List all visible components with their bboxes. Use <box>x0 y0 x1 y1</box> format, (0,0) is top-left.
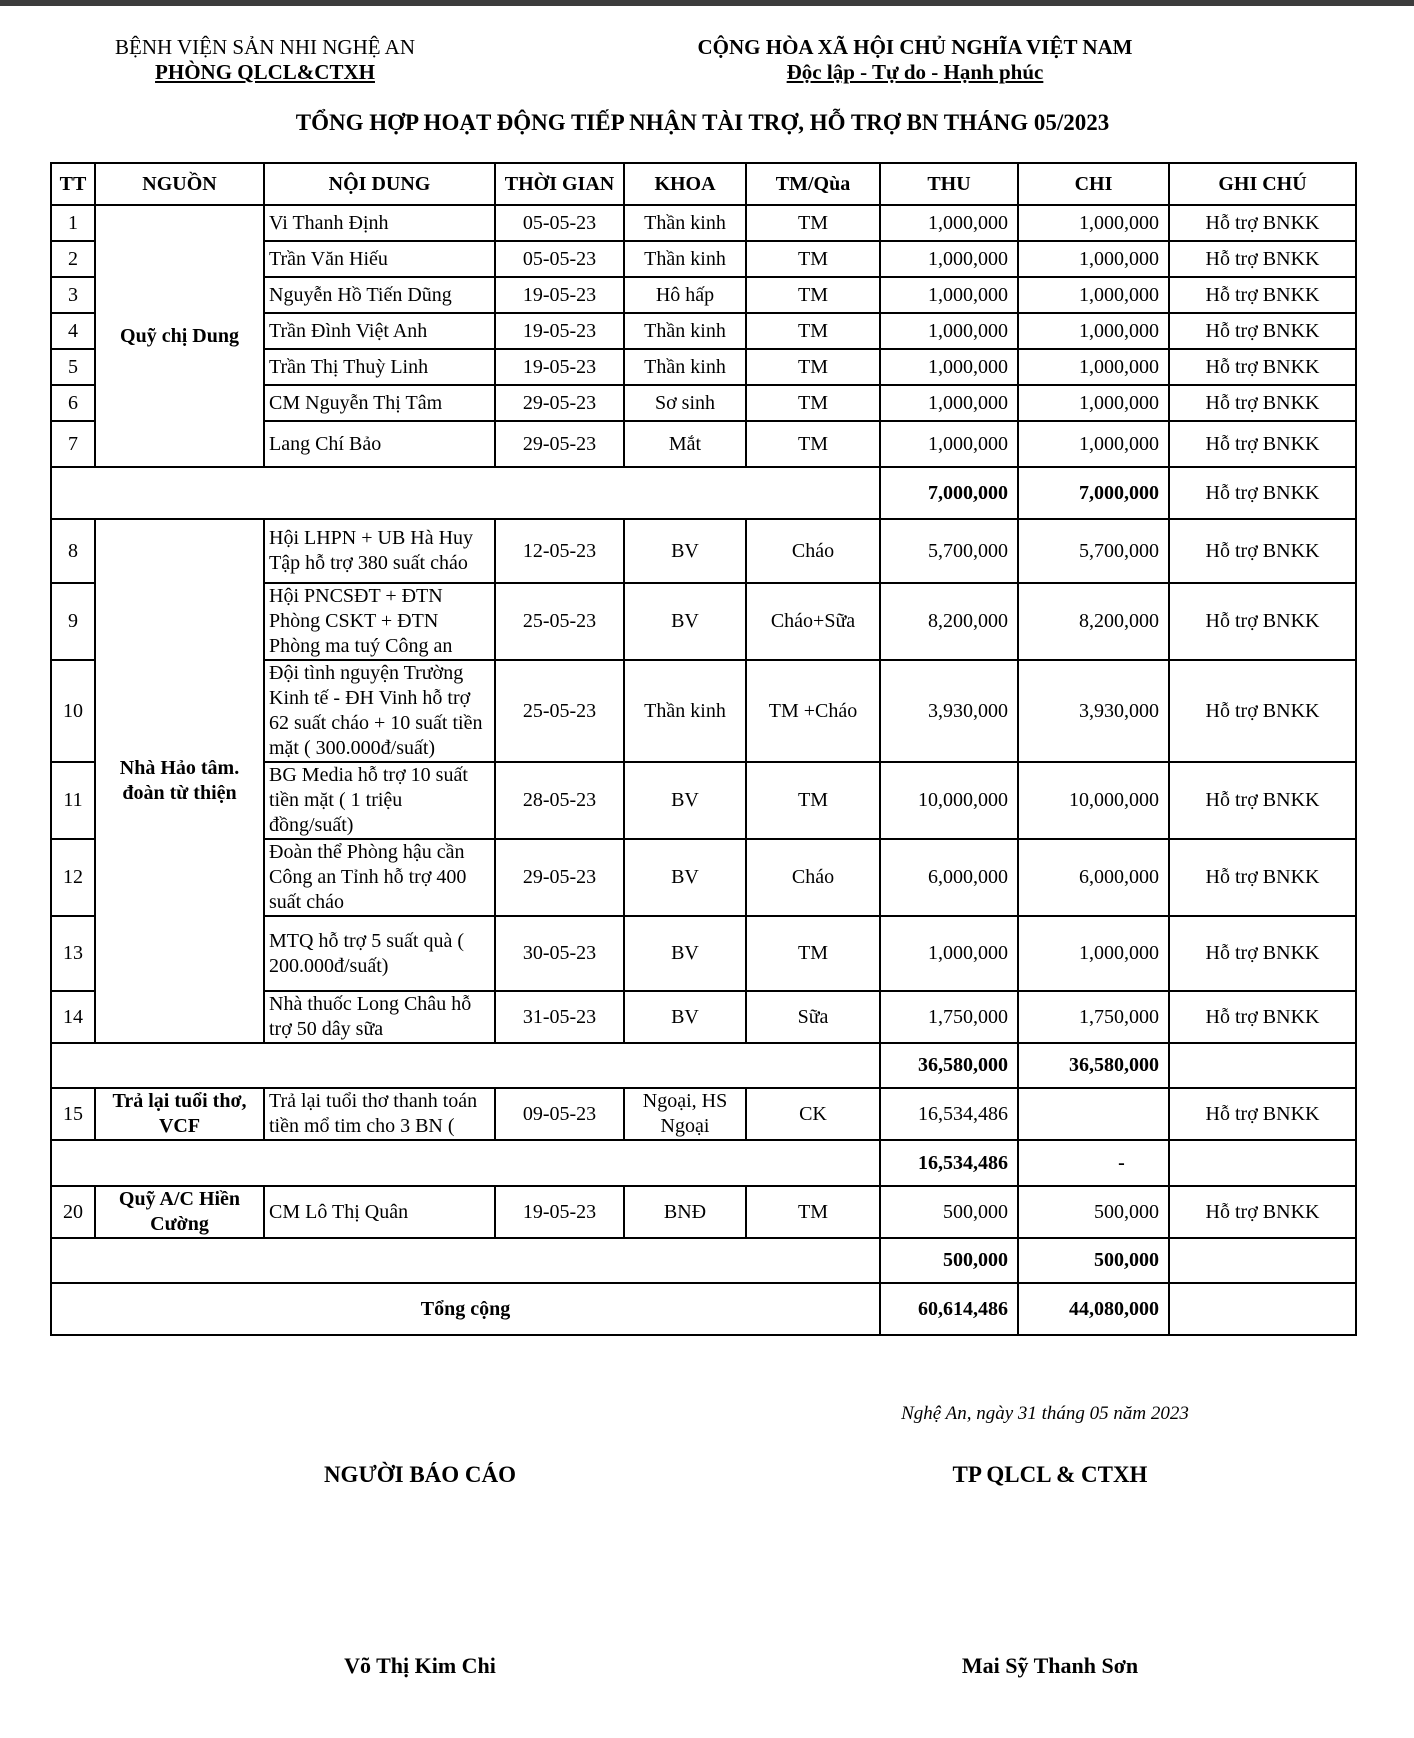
row-dept: BV <box>624 991 746 1043</box>
row-note: Hỗ trợ BNKK <box>1169 277 1356 313</box>
row-time: 19-05-23 <box>495 349 624 385</box>
row-type: TM <box>746 205 880 241</box>
row-type: Sữa <box>746 991 880 1043</box>
row-content: Nhà thuốc Long Châu hỗ trợ 50 dây sữa <box>264 991 495 1043</box>
row-chi: 3,930,000 <box>1018 660 1169 762</box>
report-date: Nghệ An, ngày 31 tháng 05 năm 2023 <box>901 1403 1189 1424</box>
row-time: 28-05-23 <box>495 762 624 839</box>
row-note: Hỗ trợ BNKK <box>1169 349 1356 385</box>
row-thu: 1,000,000 <box>880 277 1018 313</box>
row-dept: BNĐ <box>624 1186 746 1238</box>
row-thu: 1,750,000 <box>880 991 1018 1043</box>
row-time: 05-05-23 <box>495 205 624 241</box>
subtotal-chi: 7,000,000 <box>1018 467 1169 519</box>
subtotal-chi: - <box>1018 1140 1169 1186</box>
row-chi: 1,000,000 <box>1018 916 1169 991</box>
row-dept: Mắt <box>624 421 746 467</box>
subtotal-label <box>51 467 880 519</box>
window-top-bar <box>0 0 1414 6</box>
col-header-source: NGUỒN <box>95 163 264 205</box>
col-header-type: TM/Qùa <box>746 163 880 205</box>
row-content: Đội tình nguyện Trường Kinh tế - ĐH Vinh hỗ trợ 62 suất cháo + 10 suất tiền mặt ( 300.000đ/suất) <box>264 660 495 762</box>
total-thu: 60,614,486 <box>880 1283 1018 1335</box>
head-name: Mai Sỹ Thanh Sơn <box>961 1653 1139 1678</box>
row-content: MTQ hỗ trợ 5 suất quà ( 200.000đ/suất) <box>264 916 495 991</box>
subtotal-note <box>1169 1238 1356 1283</box>
row-content: CM Nguyễn Thị Tâm <box>264 385 495 421</box>
row-chi: 500,000 <box>1018 1186 1169 1238</box>
row-note: Hỗ trợ BNKK <box>1169 421 1356 467</box>
table-row <box>51 1186 1356 1238</box>
source-name: Trả lại tuổi thơ, VCF <box>95 1088 264 1140</box>
row-chi: 1,000,000 <box>1018 241 1169 277</box>
source-name: Quỹ A/C Hiền Cường <box>95 1186 264 1238</box>
row-number: 9 <box>51 583 95 660</box>
row-chi: 1,000,000 <box>1018 349 1169 385</box>
col-header-time: THỜI GIAN <box>495 163 624 205</box>
row-type: Cháo <box>746 519 880 583</box>
row-thu: 8,200,000 <box>880 583 1018 660</box>
row-thu: 1,000,000 <box>880 916 1018 991</box>
subtotal-label <box>51 1043 880 1088</box>
subtotal-row <box>51 1238 1356 1283</box>
row-note: Hỗ trợ BNKK <box>1169 762 1356 839</box>
total-label: Tổng cộng <box>51 1283 880 1335</box>
col-header-content: NỘI DUNG <box>264 163 495 205</box>
row-type: TM <box>746 916 880 991</box>
row-chi: 1,000,000 <box>1018 385 1169 421</box>
row-time: 25-05-23 <box>495 660 624 762</box>
row-content: Hội LHPN + UB Hà Huy Tập hỗ trợ 380 suất cháo <box>264 519 495 583</box>
row-dept: BV <box>624 519 746 583</box>
total-chi: 44,080,000 <box>1018 1283 1169 1335</box>
row-number: 4 <box>51 313 95 349</box>
row-time: 19-05-23 <box>495 313 624 349</box>
row-time: 29-05-23 <box>495 839 624 916</box>
row-chi: 1,000,000 <box>1018 205 1169 241</box>
subtotal-label <box>51 1140 880 1186</box>
row-type: TM <box>746 241 880 277</box>
report-body <box>51 205 1356 1335</box>
row-dept: BV <box>624 839 746 916</box>
row-number: 11 <box>51 762 95 839</box>
row-note: Hỗ trợ BNKK <box>1169 313 1356 349</box>
row-dept: BV <box>624 762 746 839</box>
row-type: TM <box>746 277 880 313</box>
subtotal-row <box>51 1043 1356 1088</box>
row-note: Hỗ trợ BNKK <box>1169 916 1356 991</box>
row-type: Cháo+Sữa <box>746 583 880 660</box>
row-time: 12-05-23 <box>495 519 624 583</box>
subtotal-row <box>51 1140 1356 1186</box>
row-chi: 1,000,000 <box>1018 277 1169 313</box>
row-chi <box>1018 1088 1169 1140</box>
table-row <box>51 519 1356 583</box>
row-content: Trần Thị Thuỳ Linh <box>264 349 495 385</box>
row-note: Hỗ trợ BNKK <box>1169 1088 1356 1140</box>
row-dept: BV <box>624 583 746 660</box>
row-thu: 1,000,000 <box>880 349 1018 385</box>
row-time: 29-05-23 <box>495 421 624 467</box>
row-note: Hỗ trợ BNKK <box>1169 660 1356 762</box>
row-note: Hỗ trợ BNKK <box>1169 205 1356 241</box>
row-dept: Thần kinh <box>624 313 746 349</box>
row-thu: 3,930,000 <box>880 660 1018 762</box>
row-note: Hỗ trợ BNKK <box>1169 839 1356 916</box>
row-number: 1 <box>51 205 95 241</box>
row-note: Hỗ trợ BNKK <box>1169 583 1356 660</box>
row-content: Lang Chí Bảo <box>264 421 495 467</box>
col-header-tt: TT <box>51 163 95 205</box>
row-time: 19-05-23 <box>495 1186 624 1238</box>
row-thu: 5,700,000 <box>880 519 1018 583</box>
row-content: Đoàn thể Phòng hậu cần Công an Tỉnh hỗ trợ 400 suất cháo <box>264 839 495 916</box>
total-note <box>1169 1283 1356 1335</box>
row-time: 19-05-23 <box>495 277 624 313</box>
country-name: CỘNG HÒA XÃ HỘI CHỦ NGHĨA VIỆT NAM <box>697 35 1133 59</box>
row-type: TM <box>746 421 880 467</box>
row-dept: Ngoại, HS Ngoại <box>624 1088 746 1140</box>
row-type: Cháo <box>746 839 880 916</box>
row-thu: 10,000,000 <box>880 762 1018 839</box>
source-name: Nhà Hảo tâm. đoàn từ thiện <box>95 519 264 1043</box>
row-chi: 1,750,000 <box>1018 991 1169 1043</box>
header-left <box>100 35 430 85</box>
row-dept: Hô hấp <box>624 277 746 313</box>
subtotal-note <box>1169 1043 1356 1088</box>
row-number: 6 <box>51 385 95 421</box>
subtotal-thu: 7,000,000 <box>880 467 1018 519</box>
row-chi: 5,700,000 <box>1018 519 1169 583</box>
row-number: 13 <box>51 916 95 991</box>
row-dept: Thần kinh <box>624 349 746 385</box>
row-number: 12 <box>51 839 95 916</box>
col-header-chi: CHI <box>1018 163 1169 205</box>
row-number: 15 <box>51 1088 95 1140</box>
row-content: Trần Đình Việt Anh <box>264 313 495 349</box>
subtotal-thu: 500,000 <box>880 1238 1018 1283</box>
row-time: 31-05-23 <box>495 991 624 1043</box>
row-thu: 6,000,000 <box>880 839 1018 916</box>
row-thu: 16,534,486 <box>880 1088 1018 1140</box>
row-thu: 1,000,000 <box>880 241 1018 277</box>
row-chi: 8,200,000 <box>1018 583 1169 660</box>
row-number: 20 <box>51 1186 95 1238</box>
col-header-thu: THU <box>880 163 1018 205</box>
reporter-title: NGƯỜI BÁO CÁO <box>323 1462 517 1487</box>
dept-name: PHÒNG QLCL&CTXH <box>155 60 375 84</box>
header-right <box>690 35 1140 85</box>
subtotal-thu: 36,580,000 <box>880 1043 1018 1088</box>
row-time: 30-05-23 <box>495 916 624 991</box>
row-content: Hội PNCSĐT + ĐTN Phòng CSKT + ĐTN Phòng ma tuý Công an <box>264 583 495 660</box>
org-name: BỆNH VIỆN SẢN NHI NGHỆ AN <box>114 35 416 59</box>
row-time: 05-05-23 <box>495 241 624 277</box>
row-chi: 6,000,000 <box>1018 839 1169 916</box>
row-number: 8 <box>51 519 95 583</box>
row-note: Hỗ trợ BNKK <box>1169 385 1356 421</box>
table-header-row <box>51 163 1356 205</box>
table-row <box>51 1088 1356 1140</box>
row-number: 7 <box>51 421 95 467</box>
row-number: 3 <box>51 277 95 313</box>
report-title: TỔNG HỢP HOẠT ĐỘNG TIẾP NHẬN TÀI TRỢ, HỖ TRỢ BN THÁNG 05/2023 <box>295 110 1110 135</box>
source-name: Quỹ chị Dung <box>95 205 264 467</box>
row-chi: 10,000,000 <box>1018 762 1169 839</box>
row-type: TM <box>746 762 880 839</box>
subtotal-chi: 500,000 <box>1018 1238 1169 1283</box>
row-type: TM +Cháo <box>746 660 880 762</box>
row-thu: 1,000,000 <box>880 205 1018 241</box>
subtotal-row <box>51 467 1356 519</box>
row-thu: 1,000,000 <box>880 385 1018 421</box>
row-number: 14 <box>51 991 95 1043</box>
subtotal-thu: 16,534,486 <box>880 1140 1018 1186</box>
row-thu: 1,000,000 <box>880 421 1018 467</box>
row-thu: 1,000,000 <box>880 313 1018 349</box>
report-table <box>50 162 1357 1336</box>
row-time: 25-05-23 <box>495 583 624 660</box>
row-content: Vi Thanh Định <box>264 205 495 241</box>
row-content: Nguyễn Hồ Tiến Dũng <box>264 277 495 313</box>
reporter-name: Võ Thị Kim Chi <box>344 1653 496 1678</box>
row-type: TM <box>746 349 880 385</box>
total-row <box>51 1283 1356 1335</box>
row-content: Trần Văn Hiếu <box>264 241 495 277</box>
motto: Độc lập - Tự do - Hạnh phúc <box>786 60 1044 84</box>
subtotal-note: Hỗ trợ BNKK <box>1169 467 1356 519</box>
row-content: BG Media hỗ trợ 10 suất tiền mặt ( 1 triệu đồng/suất) <box>264 762 495 839</box>
row-note: Hỗ trợ BNKK <box>1169 1186 1356 1238</box>
subtotal-note <box>1169 1140 1356 1186</box>
row-content: CM Lô Thị Quân <box>264 1186 495 1238</box>
col-header-note: GHI CHÚ <box>1169 163 1356 205</box>
row-chi: 1,000,000 <box>1018 421 1169 467</box>
subtotal-label <box>51 1238 880 1283</box>
row-note: Hỗ trợ BNKK <box>1169 241 1356 277</box>
row-type: CK <box>746 1088 880 1140</box>
head-title: TP QLCL & CTXH <box>952 1462 1148 1487</box>
row-dept: Thần kinh <box>624 660 746 762</box>
row-number: 10 <box>51 660 95 762</box>
col-header-dept: KHOA <box>624 163 746 205</box>
row-dept: Sơ sinh <box>624 385 746 421</box>
row-time: 09-05-23 <box>495 1088 624 1140</box>
row-type: TM <box>746 1186 880 1238</box>
row-type: TM <box>746 385 880 421</box>
row-chi: 1,000,000 <box>1018 313 1169 349</box>
row-number: 5 <box>51 349 95 385</box>
row-number: 2 <box>51 241 95 277</box>
subtotal-chi: 36,580,000 <box>1018 1043 1169 1088</box>
row-time: 29-05-23 <box>495 385 624 421</box>
row-dept: Thần kinh <box>624 241 746 277</box>
row-type: TM <box>746 313 880 349</box>
row-note: Hỗ trợ BNKK <box>1169 991 1356 1043</box>
row-thu: 500,000 <box>880 1186 1018 1238</box>
row-note: Hỗ trợ BNKK <box>1169 519 1356 583</box>
row-dept: Thần kinh <box>624 205 746 241</box>
table-row <box>51 205 1356 241</box>
row-dept: BV <box>624 916 746 991</box>
row-content: Trả lại tuổi thơ thanh toán tiền mổ tim cho 3 BN ( <box>264 1088 495 1140</box>
